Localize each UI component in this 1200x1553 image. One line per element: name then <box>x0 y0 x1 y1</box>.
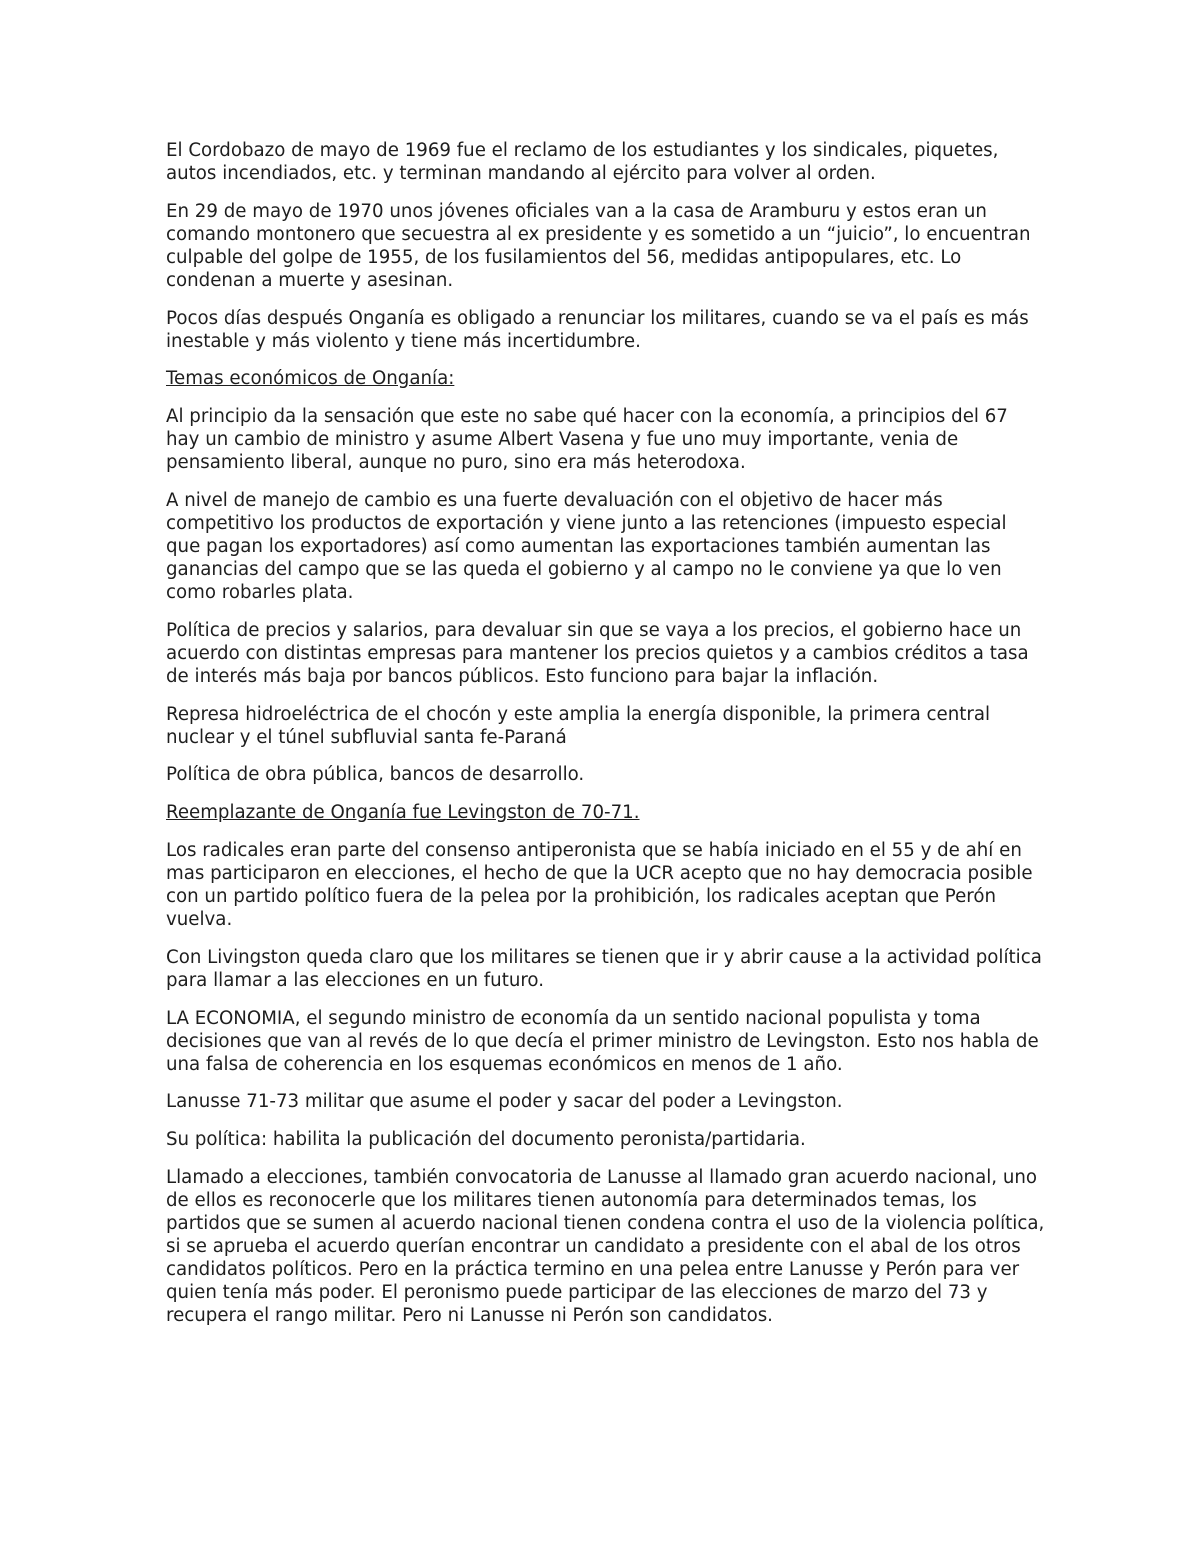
paragraph-llamado-elecciones: Llamado a elecciones, también convocatoria de Lanusse al llamado gran acuerdo nacional, uno de ellos es reconocerle que los militares tienen autonomía para determinados temas, los partidos que se sumen al acuerdo nacional tienen condena contra el uso de la violencia política, si se aprueba el acuerdo querían encontrar un candidato a presidente con el abal de los otros candidatos políticos. Pero en la práctica termino en una pelea entre Lanusse y Perón para ver quien tenía más poder. El peronismo puede participar de las elecciones de marzo del 73 y recupera el rango militar. Pero ni Lanusse ni Perón son candidatos. <box>166 1166 1045 1326</box>
heading-temas-economicos: Temas económicos de Onganía: <box>166 368 455 390</box>
paragraph-obra-publica: Política de obra pública, bancos de desarrollo. <box>166 764 585 786</box>
heading-levingston: Reemplazante de Onganía fue Levingston de 70-71. <box>166 802 640 824</box>
paragraph-su-politica: Su política: habilita la publicación del documento peronista/partidaria. <box>166 1129 806 1151</box>
paragraph-precios-salarios: Política de precios y salarios, para devaluar sin que se vaya a los precios, el gobierno hace un acuerdo con distintas empresas para mantener los precios quietos y a cambios créditos a tasa de interés más baja por bancos públicos. Esto funciono para bajar la inflación. <box>166 619 1029 687</box>
paragraph-aramburu: En 29 de mayo de 1970 unos jóvenes oficiales van a la casa de Aramburu y estos eran un comando montonero que secuestra al ex presidente y es sometido a un “juicio”, lo encuentran culpable del golpe de 1955, de los fusilamientos del 56, medidas antipopulares, etc. Lo condenan a muerte y asesinan. <box>166 200 1031 291</box>
document-body <box>166 139 1046 1342</box>
paragraph-economia: LA ECONOMIA, el segundo ministro de economía da un sentido nacional populista y toma decisiones que van al revés de lo que decía el primer ministro de Levingston. Esto nos habla de una falsa de coherencia en los esquemas económicos en menos de 1 año. <box>166 1007 1039 1075</box>
paragraph-ongania-renuncia: Pocos días después Onganía es obligado a renunciar los militares, cuando se va el país es más inestable y más violento y tiene más incertidumbre. <box>166 307 1029 352</box>
paragraph-represa: Represa hidroeléctrica de el chocón y este amplia la energía disponible, la primera central nuclear y el túnel subfluvial santa fe-Paraná <box>166 703 991 748</box>
paragraph-livingston: Con Livingston queda claro que los militares se tienen que ir y abrir cause a la actividad política para llamar a las elecciones en un futuro. <box>166 946 1042 991</box>
paragraph-lanusse: Lanusse 71-73 militar que asume el poder y sacar del poder a Levingston. <box>166 1091 843 1113</box>
paragraph-cordobazo: El Cordobazo de mayo de 1969 fue el reclamo de los estudiantes y los sindicales, piquetes, autos incendiados, etc. y terminan mandando al ejército para volver al orden. <box>166 140 999 184</box>
paragraph-radicales: Los radicales eran parte del consenso antiperonista que se había iniciado en el 55 y de ahí en mas participaron en elecciones, el hecho de que la UCR acepto que no hay democracia posible con un partido político fuera de la pelea por la prohibición, los radicales aceptan que Perón vuelva. <box>166 839 1033 930</box>
paragraph-vasena: Al principio da la sensación que este no sabe qué hacer con la economía, a principios del 67 hay un cambio de ministro y asume Albert Vasena y fue uno muy importante, venia de pensamiento liberal, aunque no puro, sino era más heterodoxa. <box>166 406 1008 474</box>
paragraph-devaluacion: A nivel de manejo de cambio es una fuerte devaluación con el objetivo de hacer más competitivo los productos de exportación y viene junto a las retenciones (impuesto especial que pagan los exportadores) así como aumentan las exportaciones también aumentan las ganancias del campo que se las queda el gobierno y al campo no le conviene ya que lo ven como robarles plata. <box>166 489 1007 603</box>
